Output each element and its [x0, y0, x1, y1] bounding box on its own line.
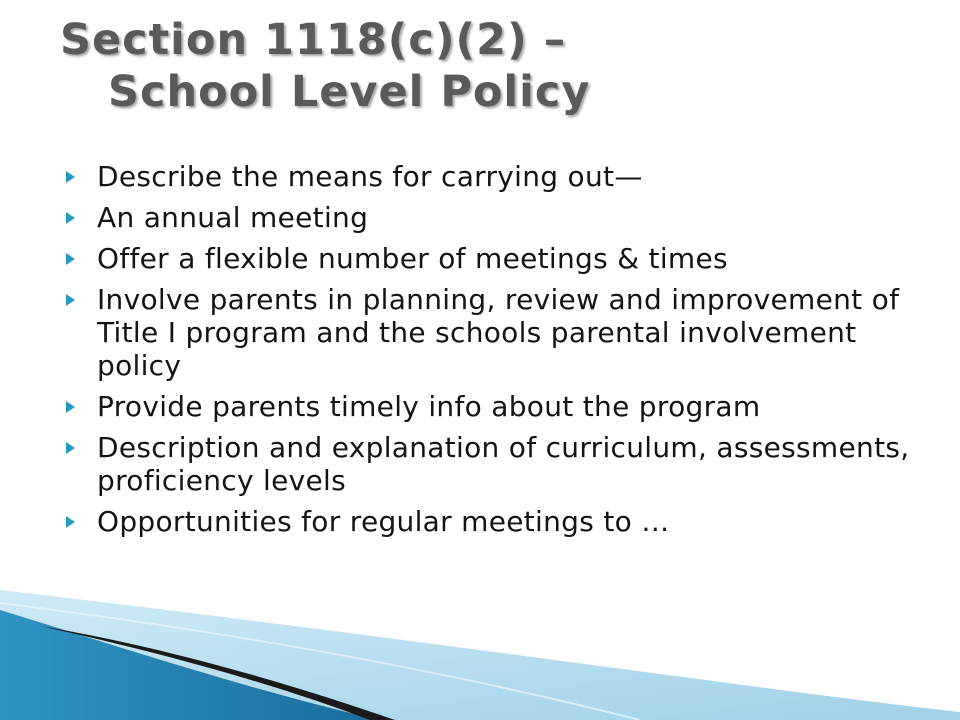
bullet-text: An annual meeting — [97, 201, 369, 234]
swoosh-light-band — [0, 590, 960, 720]
swoosh-blue-band — [0, 610, 380, 720]
bullet-text: Involve parents in planning, review and improvement of Title I program and the schools parental involvement policy — [97, 283, 900, 382]
slide-title — [60, 14, 920, 118]
bullet-text: Offer a flexible number of meetings & times — [97, 242, 728, 275]
bullet-item — [62, 201, 912, 234]
bullet-item — [62, 431, 912, 497]
bullet-text: Provide parents timely info about the program — [97, 390, 761, 423]
bullet-arrow-icon — [66, 253, 75, 265]
bullet-arrow-icon — [66, 401, 75, 413]
bullet-arrow-icon — [66, 294, 75, 306]
swoosh-highlight — [0, 603, 640, 720]
bullet-arrow-icon — [66, 516, 75, 528]
bullet-item — [62, 160, 912, 193]
bullet-item — [62, 242, 912, 275]
bullet-arrow-icon — [66, 171, 75, 183]
bullet-text: Describe the means for carrying out— — [97, 160, 643, 193]
bullet-arrow-icon — [66, 442, 75, 454]
bullet-text: Opportunities for regular meetings to … — [97, 505, 670, 538]
slide-title-line-1: Section 1118(c)(2) – — [60, 15, 567, 65]
bullet-arrow-icon — [66, 212, 75, 224]
slide-title-line-2: School Level Policy — [108, 67, 591, 117]
bullet-list — [62, 160, 912, 546]
bullet-item — [62, 390, 912, 423]
bullet-item — [62, 505, 912, 538]
bullet-text: Description and explanation of curriculum, assessments, proficiency levels — [97, 431, 910, 497]
swoosh-dark-band — [40, 626, 395, 720]
bullet-item — [62, 283, 912, 382]
